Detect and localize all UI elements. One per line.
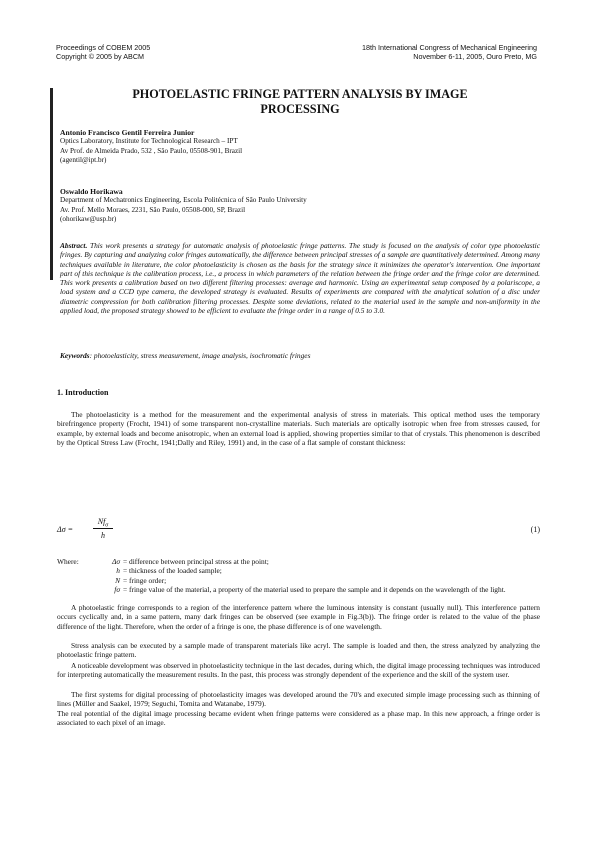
- author-affiliation: Optics Laboratory, Institute for Technological Research – IPT: [60, 137, 238, 146]
- author-address: Av Prof. de Almeida Prado, 532 , São Paulo, 05508-901, Brazil: [60, 146, 243, 155]
- equation-number: (1): [530, 525, 540, 534]
- equation-lhs: Δσ =: [57, 525, 74, 534]
- fraction-bar: [93, 528, 113, 529]
- running-header-left: [56, 43, 150, 61]
- copyright-line: Copyright © 2005 by ABCM: [56, 52, 144, 61]
- proceedings-line: Proceedings of COBEM 2005: [56, 43, 151, 52]
- keywords-label: Keywords: [60, 351, 90, 360]
- running-header-right: [362, 43, 537, 61]
- keywords: [60, 351, 540, 360]
- paragraph-4: A noticeable development was observed in photoelasticity technique in the last decades, during which, the digital image processing techniques was introduced for interpreting automatically the measurement results. In the past, this process was strongly dependent of the experience and the skill of the system user.: [57, 661, 540, 680]
- left-margin-bar: [50, 88, 53, 280]
- equation-numerator: $Nf_\sigma$: [97, 517, 109, 529]
- congress-line: 18th International Congress of Mechanical Engineering: [361, 43, 537, 52]
- paragraph-6: The real potential of the digital image processing became evident when fringe patterns were considered as a phase map. In this new approach, a fringe order is associated to each pixel of an image.: [57, 709, 540, 728]
- author-email: (ohorikaw@usp.br): [60, 214, 117, 223]
- author-address: Av. Prof. Mello Moraes, 2231, São Paulo, 05508-000, SP, Brazil: [60, 205, 246, 214]
- definition-row: Where: Δσ = difference between principal stress at the point;: [57, 557, 269, 566]
- paragraph-1: The photoelasticity is a method for the measurement and the experimental analysis of stress in materials. This optical method uses the temporary birefringence property (Frocht, 1941) of some transparent non-crystalline materials. Such materials are optically isotropic when free from stresses caused, for example, by external loads and become anisotropic, when an external load is applied, showing properties similar to that of crystals. This phenomenon is described by the Optical Stress Law (Frocht, 1941;Dally and Riley, 1991) and, in the case of a flat sample of constant thickness:: [57, 410, 540, 448]
- date-location-line: November 6-11, 2005, Ouro Preto, MG: [413, 52, 537, 61]
- author-name: Oswaldo Horikawa: [60, 187, 123, 196]
- definition-row: fσ = fringe value of the material, a property of the material used to prepare the sample and it depends on the wavelength of the light.: [114, 584, 506, 594]
- where-label: Where:: [57, 557, 79, 566]
- author-email: (agentil@ipt.br): [60, 155, 107, 164]
- author-affiliation: Department of Mechatronics Engineering, Escola Politécnica of São Paulo University: [60, 196, 307, 205]
- definition-row: h = thickness of the loaded sample;: [116, 566, 222, 576]
- author-block-1: [60, 128, 550, 165]
- abstract-label: Abstract.: [60, 241, 88, 250]
- paper-title: PHOTOELASTIC FRINGE PATTERN ANALYSIS BY IMAGE PROCESSING: [132, 87, 468, 116]
- author-name: Antonio Francisco Gentil Ferreira Junior: [60, 128, 195, 137]
- abstract-text: This work presents a strategy for automatic analysis of photoelastic fringe patterns. The study is focused on the analysis of color type photoelastic fringes. By capturing and analyzing color fringes automatically, the difference between principal stresses of a sample are quantitatively determined. Among many techniques available in literature, the color photoelasticity is chosen as the basis for the strategy since it minimizes the operator's intervention. One important part of this technique is the calibration process, i.e., a process in which parameters of the relation between the fringe order and the fringe color are determined. This work presents a calibration based on two different filtering processes: average and harmonic. Using an experimental setup composed by a polariscope, a load system and a CCD type camera, the developed strategy is evaluated. Results of experiments are compared with the analytical solution of a disc under diametric compression for both calibration filtering processes. Despite some deviations, related to the material used in the sample and non-uniformity in the applied load, the proposed strategy showed to be efficient to evaluate the fringe order in a range of 0.5 to 3.0.: [60, 241, 540, 316]
- variable-definitions: [57, 557, 540, 594]
- paragraph-2: A photoelastic fringe corresponds to a region of the interference pattern where the luminous intensity is constant (usually null). This interference pattern occurs cyclically and, in a same pattern, many dark fringes can be observed (see example in Fig.3(b)). The fringe order is related to the value of the phase difference of the light. Therefore, when the order of a fringe is one, the phase difference is of one wavelength.: [57, 603, 540, 631]
- section-heading: 1. Introduction: [57, 388, 109, 397]
- equation-1: [57, 517, 540, 547]
- paragraph-3: Stress analysis can be executed by a sample made of transparent materials like acryl. The sample is loaded and then, the stress analyzed by analyzing the photoelastic fringe pattern.: [57, 641, 540, 660]
- abstract: [60, 241, 540, 315]
- paragraph-5: The first systems for digital processing of photoelasticity images was developed around the 70's and executed simple image processing such as thinning of lines (Müller and Saakel, 1979; Seguchi, Tomita and Watanabe, 1979).: [57, 690, 540, 709]
- author-block-2: [60, 187, 550, 224]
- definition-row: N = fringe order;: [115, 575, 167, 585]
- equation-denominator: h: [101, 531, 105, 540]
- keywords-text: : photoelasticity, stress measurement, image analysis, isochromatic fringes: [89, 351, 311, 360]
